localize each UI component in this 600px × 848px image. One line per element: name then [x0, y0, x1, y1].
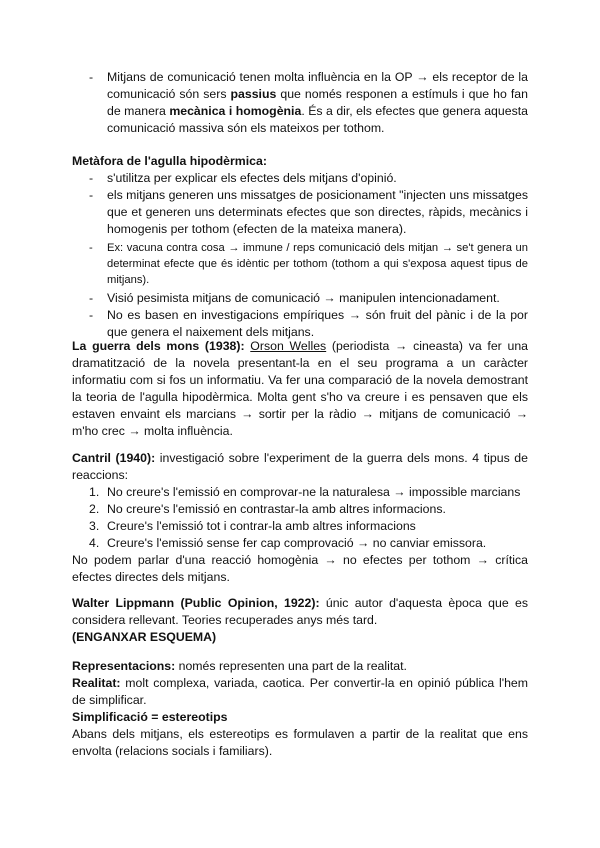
list-item: - s'utilitza per explicar els efectes dels mitjans d'opinió. [89, 171, 397, 185]
intro-section [72, 69, 528, 137]
intro-text: Mitjans de comunicació tenen molta influència en la OP → els receptor de la comunicació són sers passius que només responen a estímuls i que ho fan de manera mecànica i homogènia. És a dir, els efectes que genera aquesta comunicació massiva són els mateixos per tothom. [107, 70, 528, 135]
guerra-text: (periodista → cineasta) va fer una dramatització de la novela presentant-la en el seu programa a un caràcter informatiu com si fos un informatiu. Va fer una comparació de la novela demostrant la teoria de l'agulla hipodèrmica. Molta gent s'ho va creure i es pensaven que els estaven envaint els marcians → sortir per la ràdio → mitjans de comunicació → m'ho crec → molta influència. [72, 339, 528, 438]
list-item: 3. Creure's l'emissió tot i contrar-la amb altres informacions [89, 519, 416, 533]
list-item: 4. Creure's l'emissió sense fer cap comprovació → no canviar emissora. [89, 536, 487, 550]
representacions-line: Representacions: només representen una part de la realitat. [72, 659, 407, 673]
cantril-section [72, 450, 528, 586]
guerra-section [72, 338, 528, 440]
bullet-dash: - [89, 70, 94, 84]
cantril-conclusion: No podem parlar d'una reacció homogènia → no efectes per tothom → crítica efectes directes dels mitjans. [72, 553, 528, 584]
realitat-line: Realitat: molt complexa, variada, caotica. Per convertir-la en opinió pública l'hem de simplificar. [72, 676, 528, 707]
list-item [72, 69, 528, 137]
list-item: 1. No creure's l'emissió en comprovar-ne la naturalesa → impossible marcians [89, 485, 521, 499]
list-item: - No es basen en investigacions empíriques → són fruit del pànic i de la por que genera el naixement dels mitjans. [89, 308, 528, 339]
section-heading: Metàfora de l'agulla hipodèrmica: [72, 154, 267, 168]
cantril-text: investigació sobre l'experiment de la guerra dels mons. 4 tipus de reaccions: [72, 451, 528, 482]
simplificacio-text: Abans dels mitjans, els estereotips es formulaven a partir de la realitat que ens envolta (relacions socials i familiars). [72, 727, 528, 758]
lippmann-text: únic autor d'aquesta època que es considera rellevant. Teories recuperades anys més tard. [72, 596, 528, 627]
list-item: - els mitjans generen uns missatges de posicionament "injecten uns missatges que et generen uns determinats efectes que son directes, ràpids, mecànics i homogenis per tothom (efecten de la mateixa manera). [89, 188, 528, 236]
section-heading: Walter Lippmann (Public Opinion, 1922): [72, 596, 320, 610]
list-item: 2. No creure's l'emissió en contrastar-la amb altres informacions. [89, 502, 446, 516]
section-heading: La guerra dels mons (1938): [72, 339, 245, 353]
agulla-section [72, 153, 528, 341]
simplificacio-heading: Simplificació = estereotips [72, 710, 228, 724]
list-item: - Visió pesimista mitjans de comunicació → manipulen intencionadament. [89, 291, 500, 305]
list-item: - Ex: vacuna contra cosa → immune / reps comunicació dels mitjan → se't genera un determinat efecte que és idèntic per tothom (tothom a qui s'exposa aquest tipus de mitjans). [89, 242, 528, 286]
lippmann-section [72, 595, 528, 646]
lippmann-note: (ENGANXAR ESQUEMA) [72, 630, 217, 644]
concepts-section [72, 658, 528, 760]
author-name: Orson Welles [250, 339, 327, 353]
section-heading: Cantril (1940): [72, 451, 156, 465]
